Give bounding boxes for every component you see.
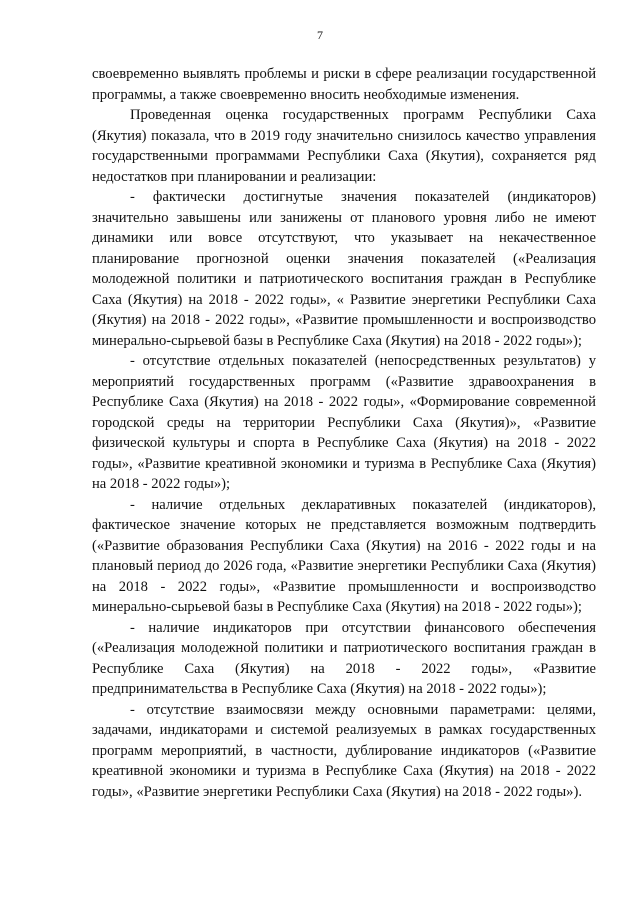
page-number: 7 xyxy=(317,28,323,42)
paragraph-assessment-intro: Проведенная оценка государственных программ Республики Саха (Якутия) показала, что в 2019 году значительно снизилось качество управления государственными программами Республики Саха (Якутия), сохраняется ряд недостатков при планировании и реализации: xyxy=(92,107,596,185)
list-item-indicator-deviation: - фактически достигнутые значения показателей (индикаторов) значительно завышены или занижены от планового уровня либо не имеют динамики или вовсе отсутствуют, что указывает на некачественное планирование прогнозной оценки значения показателей («Реализация молодежной политики и патриотического воспитания граждан в Республике Саха (Якутия) на 2018 - 2022 годы», « Развитие энергетики Республики Саха (Якутия) на 2018 - 2022 годы», «Развитие промышленности и воспроизводство минерально-сырьевой базы в Республике Саха (Якутия) на 2018 - 2022 годы»); xyxy=(92,189,596,349)
list-item-missing-linkage: - отсутствие взаимосвязи между основными параметрами: целями, задачами, индикаторами и системой реализуемых в рамках государственных программ мероприятий, в частности, дублирование индикаторов («Развитие креативной экономики и туризма в Республике Саха (Якутия) на 2018 - 2022 годы», «Развитие энергетики Республики Саха (Якутия) на 2018 - 2022 годы»). xyxy=(92,701,596,800)
document-body xyxy=(92,64,596,802)
list-item-declarative-indicators: - наличие отдельных декларативных показателей (индикаторов), фактическое значение которых не представляется возможным подтвердить («Развитие образования Республики Саха (Якутия) на 2016 - 2022 годы и на плановый период до 2026 года, «Развитие энергетики Республики Саха (Якутия) на 2018 - 2022 годы», «Развитие промышленности и воспроизводство минерально-сырьевой базы в Республике Саха (Якутия) на 2018 - 2022 годы»); xyxy=(92,496,596,615)
list-item-unfunded-indicators: - наличие индикаторов при отсутствии финансового обеспечения («Реализация молодежной политики и патриотического воспитания граждан в Республике Саха (Якутия) на 2018 - 2022 годы», «Развитие предпринимательства в Республике Саха (Якутия) на 2018 - 2022 годы»); xyxy=(92,619,596,697)
paragraph-continuation: своевременно выявлять проблемы и риски в сфере реализации государственной программы, а также своевременно вносить необходимые изменения. xyxy=(92,66,596,103)
list-item-missing-indicators: - отсутствие отдельных показателей (непосредственных результатов) у мероприятий государственных программ («Развитие здравоохранения в Республике Саха (Якутия) на 2018 - 2022 годы», «Формирование современной городской среды на территории Республики Саха (Якутия)», «Развитие физической культуры и спорта в Республике Саха (Якутия) на 2018 - 2022 годы», «Развитие креативной экономики и туризма в Республике Саха (Якутия) на 2018 - 2022 годы»); xyxy=(92,353,596,492)
